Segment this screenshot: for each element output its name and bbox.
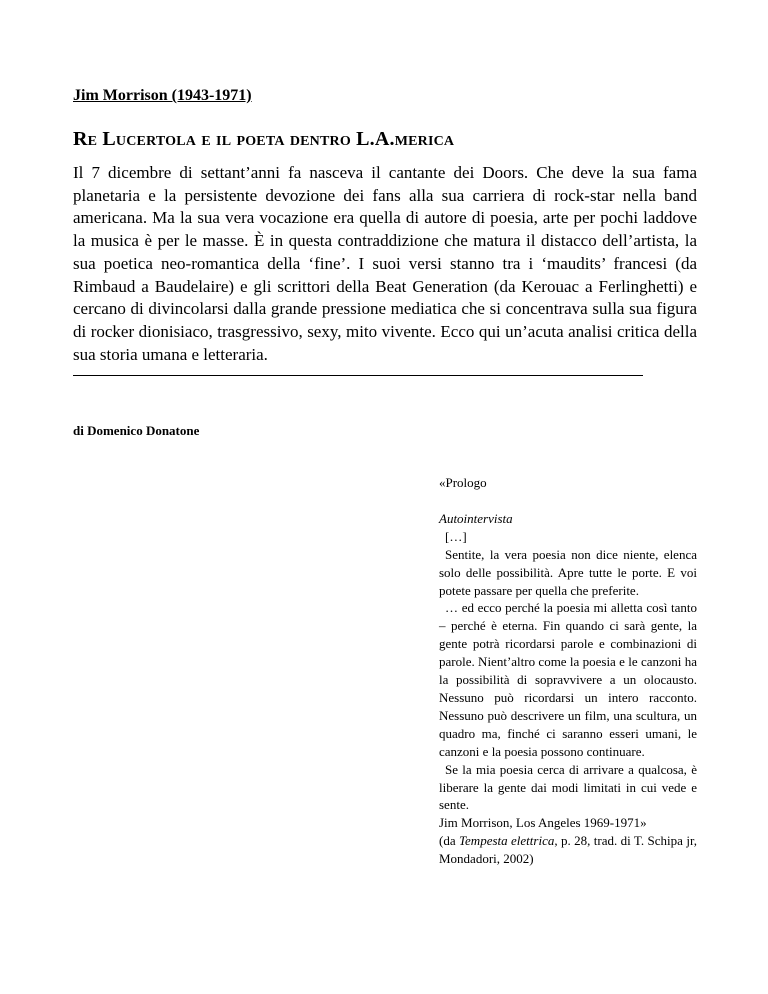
- author-heading: Jim Morrison (1943-1971): [73, 87, 252, 104]
- article-title: Re Lucertola e il poeta dentro L.A.merica: [73, 128, 455, 150]
- epigraph-quote: [439, 474, 697, 868]
- quote-paragraph-1: Sentite, la vera poesia non dice niente, elenca solo delle possibilità. Apre tutte le porte. E voi potete passare per quella che preferite.: [439, 546, 697, 598]
- quote-paragraph-3: Se la mia poesia cerca di arrivare a qualcosa, è liberare la gente dai modi limitati in cui vede e sente.: [439, 761, 697, 813]
- separator-rule: [73, 375, 643, 376]
- quote-heading: Autointervista: [439, 510, 513, 526]
- quote-source: (da Tempesta elettrica, p. 28, trad. di T. Schipa jr, Mondadori, 2002): [439, 833, 697, 867]
- quote-ellipsis: […]: [445, 528, 467, 544]
- quote-signature: Jim Morrison, Los Angeles 1969-1971»: [439, 815, 647, 831]
- intro-paragraph: Il 7 dicembre di settant’anni fa nasceva il cantante dei Doors. Che deve la sua fama planetaria e la persistente devozione dei fans alla sua carriera di rock-star nella band americana. Ma la sua vera vocazione era quella di autore di poesia, arte per pochi laddove la musica è per le masse. È in questa contraddizione che matura il distacco dell’artista, la sua poetica neo-romantica della ‘fine’. I suoi versi stanno tra i ‘maudits’ francesi (da Rimbaud a Baudelaire) e gli scrittori della Beat Generation (da Kerouac a Ferlinghetti) e cercano di divincolarsi dalla grande pressione mediatica che si concentrava sulla sua figura di rocker dionisiaco, trasgressivo, sexy, mito vivente. Ecco qui un’acuta analisi critica della sua storia umana e letteraria.: [73, 163, 697, 364]
- quote-paragraph-2: … ed ecco perché la poesia mi alletta così tanto – perché è eterna. Fin quando ci sarà gente, la gente potrà ricordarsi parole e combinazioni di parole. Nient’altro come la poesia e le canzoni ha la possibilità di sopravvivere a un olocausto. Nessuno può ricordarsi un intero racconto. Nessuno può descrivere un film, una scultura, un quadro ma, finché ci saranno esseri umani, le canzoni e la poesia possono continuare.: [439, 600, 697, 759]
- byline: di Domenico Donatone: [73, 423, 200, 438]
- quote-prologo: «Prologo: [439, 475, 487, 490]
